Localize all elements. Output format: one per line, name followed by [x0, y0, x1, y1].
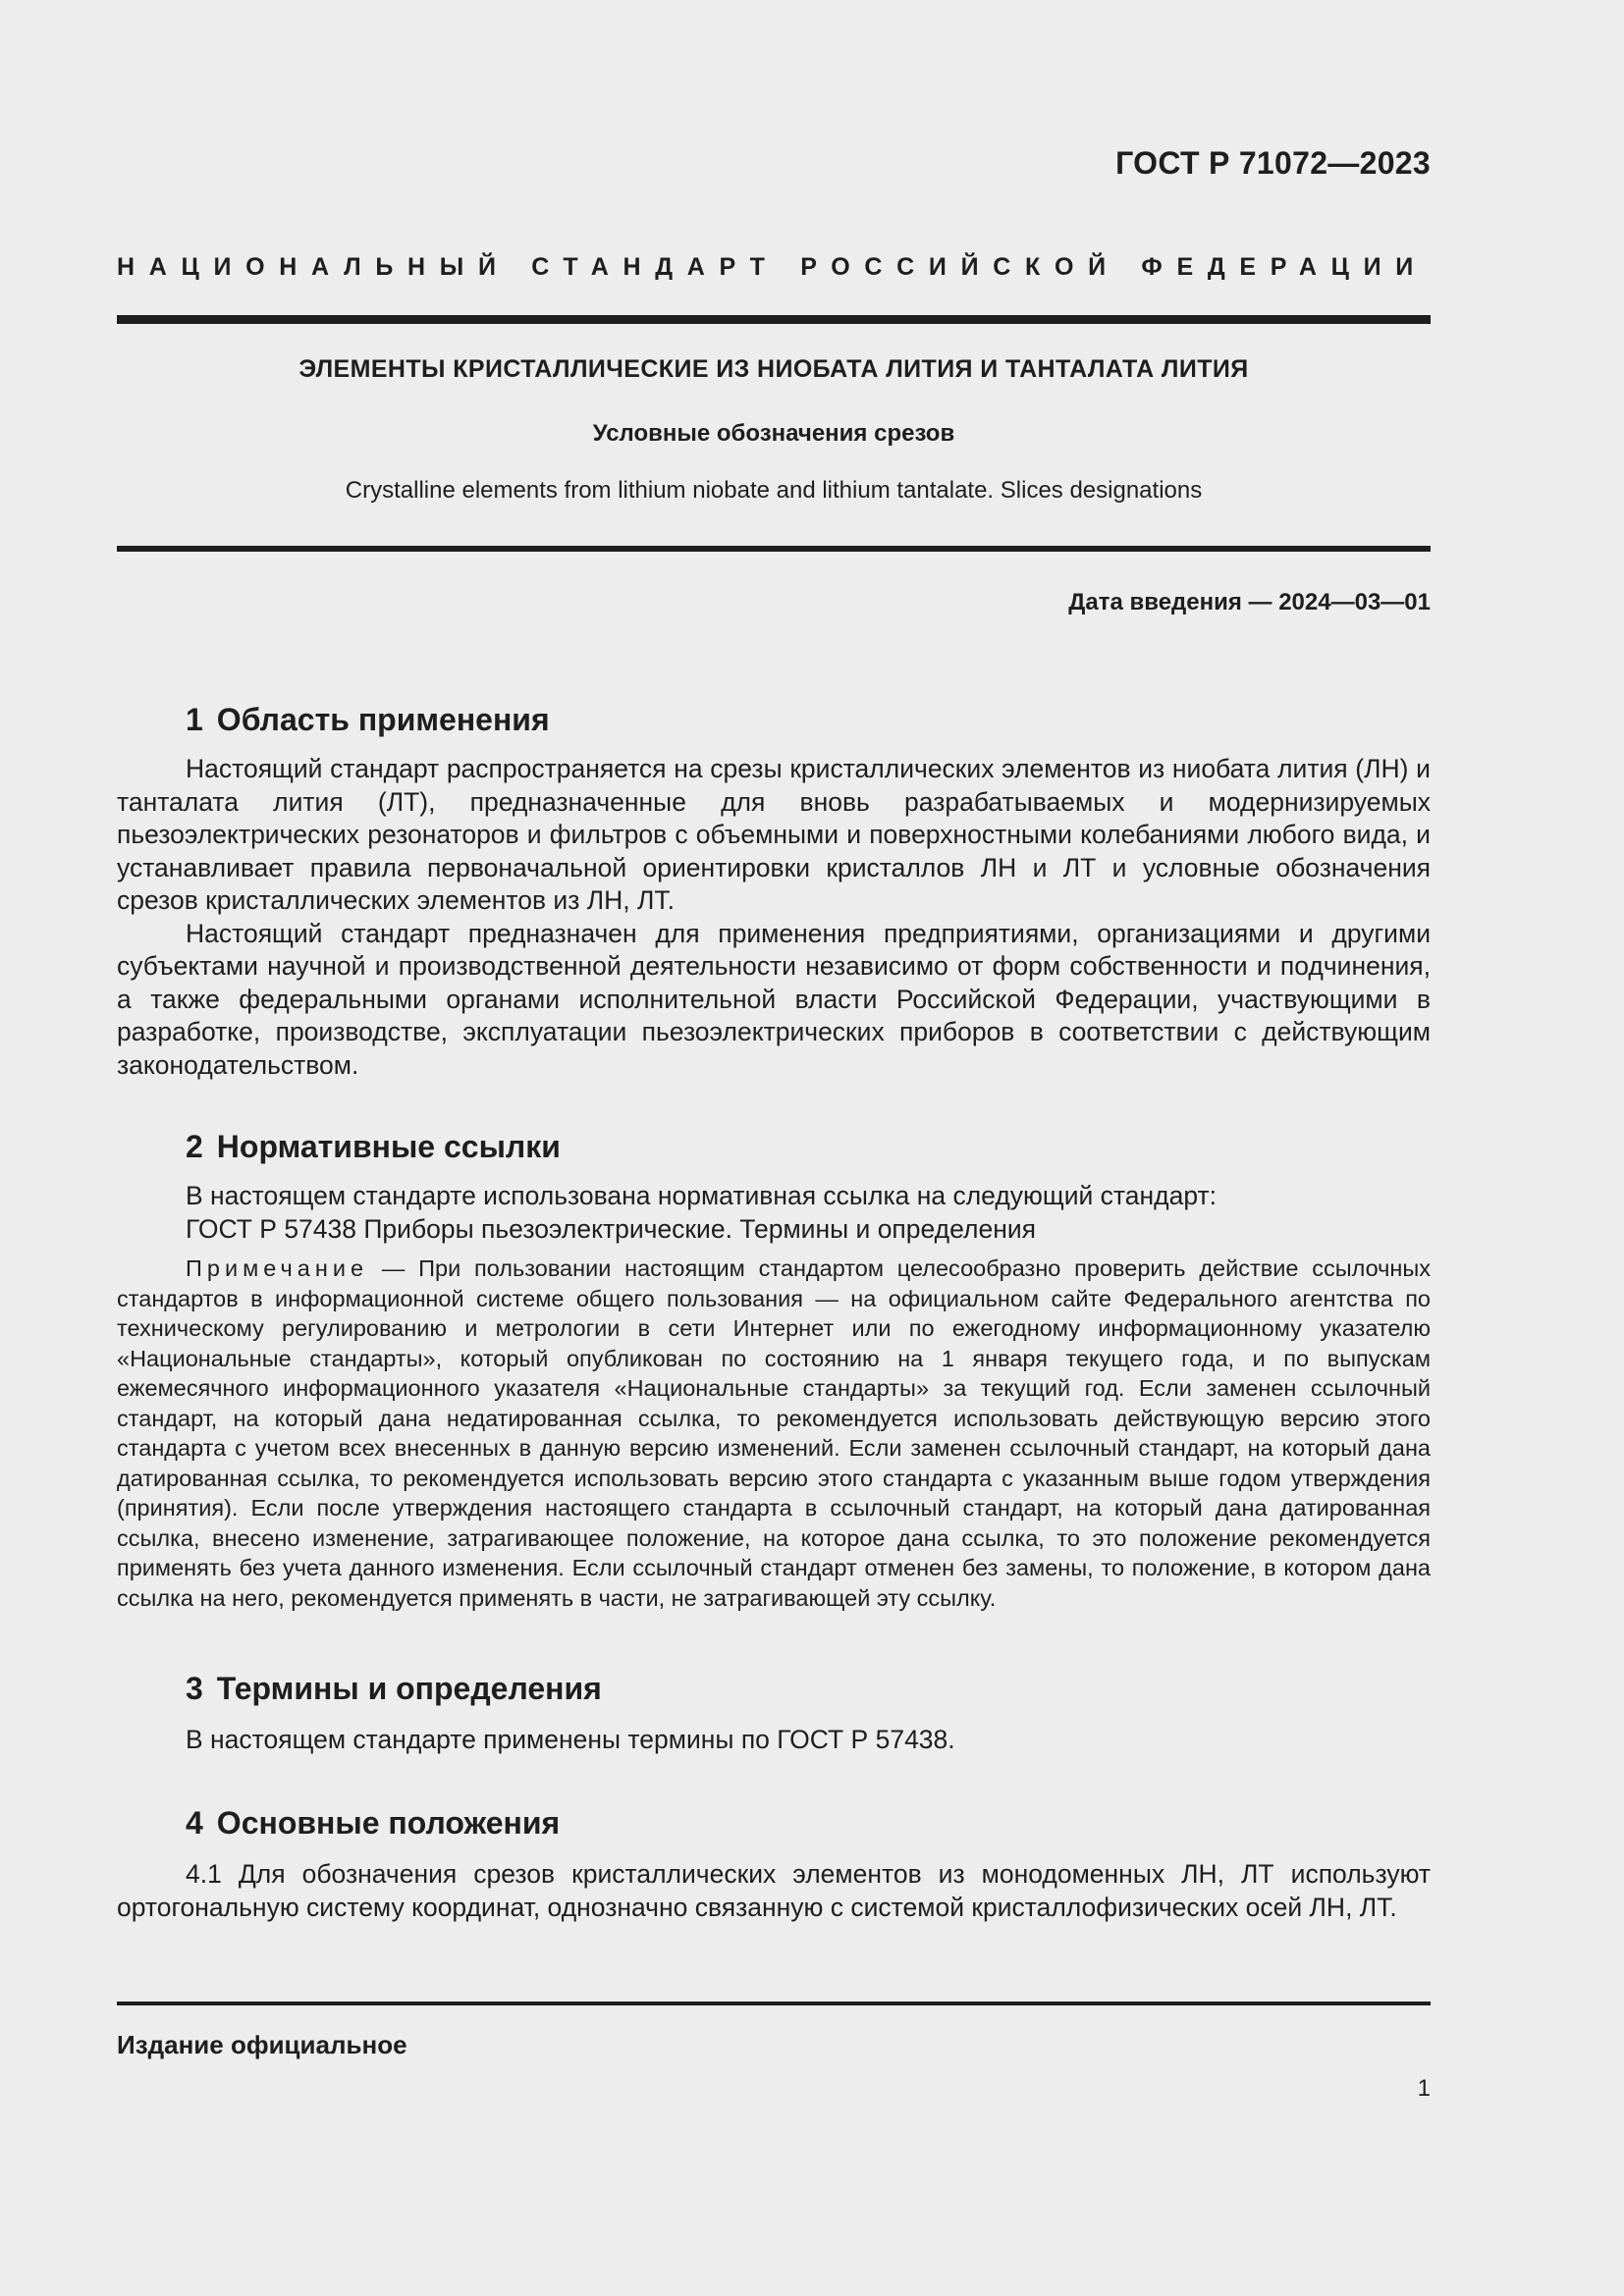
- section-title: Нормативные ссылки: [216, 1129, 561, 1164]
- official-edition-label: Издание официальное: [117, 2030, 407, 2059]
- paragraph: В настоящем стандарте использована нормативная ссылка на следующий стандарт:: [186, 1181, 1217, 1210]
- paragraph: В настоящем стандарте применены термины по ГОСТ Р 57438.: [186, 1725, 955, 1754]
- section-heading: [186, 700, 1431, 739]
- standard-subtitle: Условные обозначения срезов: [592, 420, 955, 447]
- national-standard-title: НАЦИОНАЛЬНЫЙ СТАНДАРТ РОССИЙСКОЙ ФЕДЕРАЦИИ: [117, 253, 1428, 281]
- footer-divider: [117, 2002, 1431, 2005]
- section-number: 1: [186, 702, 203, 737]
- standard-english-title: Crystalline elements from lithium niobate and lithium tantalate. Slices designations: [345, 477, 1203, 504]
- section-title: Основные положения: [216, 1805, 561, 1841]
- section-heading: [186, 1669, 1431, 1708]
- title-divider: [117, 546, 1431, 552]
- section-main-provisions: [117, 1803, 1431, 1924]
- note-paragraph: [117, 1254, 1431, 1613]
- section-heading: [186, 1127, 1431, 1166]
- section-terms: [117, 1669, 1431, 1757]
- note-text: — При пользовании настоящим стандартом целесообразно проверить действие ссылочных стандартов в информационной системе общего пользования — на официальном сайте Федерального агентства по техническому регулированию и метрологии в сети Интернет или по ежегодному информационному указателю «Национальные стандарты», который опубликован по состоянию на 1 января текущего года, и по выпускам ежемесячного информационного указателя «Национальные стандарты» за текущий год. Если заменен ссылочный стандарт, на который дана недатированная ссылка, то рекомендуется использовать действующую версию этого стандарта с учетом всех внесенных в данную версию изменений. Если заменен ссылочный стандарт, на который дана датированная ссылка, то рекомендуется использовать версию этого стандарта с указанным выше годом утверждения (принятия). Если после утверждения настоящего стандарта в ссылочный стандарт, на который дана датированная ссылка, внесено изменение, затрагивающее положение, на которое дана ссылка, то это положение рекомендуется применять без учета данного изменения. Если ссылочный стандарт отменен без замены, то положение, в котором дана ссылка на него, рекомендуется применять в части, не затрагивающей эту ссылку.: [117, 1255, 1431, 1611]
- note-label: Примечание: [186, 1255, 369, 1281]
- section-scope: [117, 700, 1431, 1082]
- section-heading: [186, 1803, 1431, 1842]
- section-number: 3: [186, 1671, 203, 1706]
- page-number: 1: [1417, 2075, 1431, 2102]
- introduction-date: Дата введения — 2024—03—01: [1068, 589, 1431, 615]
- paragraph: Настоящий стандарт предназначен для применения предприятиями, организациями и другими субъектами научной и производственной деятельности независимо от форм собственности и подчинения, а также федеральными органами исполнительной власти Российской Федерации, участвующими в разработке, производстве, эксплуатации пьезоэлектрических приборов в соответствии с действующим законодательством.: [117, 918, 1431, 1080]
- section-title: Область применения: [216, 702, 550, 737]
- standard-title: ЭЛЕМЕНТЫ КРИСТАЛЛИЧЕСКИЕ ИЗ НИОБАТА ЛИТИЯ И ТАНТАЛАТА ЛИТИЯ: [298, 355, 1249, 383]
- document-page: [117, 0, 1431, 2296]
- paragraph: Настоящий стандарт распространяется на срезы кристаллических элементов из ниобата лития (ЛН) и танталата лития (ЛТ), предназначенные для вновь разрабатываемых и модернизируемых пьезоэлектрических резонаторов и фильтров с объемными и поверхностными колебаниями любого вида, и устанавливает правила первоначальной ориентировки кристаллов ЛН и ЛТ и условные обозначения срезов кристаллических элементов из ЛН, ЛТ.: [117, 754, 1431, 915]
- section-number: 4: [186, 1805, 203, 1841]
- top-divider: [117, 315, 1431, 324]
- section-number: 2: [186, 1129, 203, 1164]
- document-code: ГОСТ Р 71072—2023: [1115, 145, 1431, 181]
- paragraph: 4.1 Для обозначения срезов кристаллических элементов из монодоменных ЛН, ЛТ используют ортогональную систему координат, однозначно связанную с системой кристаллофизических осей ЛН, ЛТ.: [117, 1859, 1431, 1922]
- section-title: Термины и определения: [216, 1671, 602, 1706]
- section-normative-references: [117, 1127, 1431, 1613]
- reference-item: ГОСТ Р 57438 Приборы пьезоэлектрические. Термины и определения: [186, 1213, 1036, 1244]
